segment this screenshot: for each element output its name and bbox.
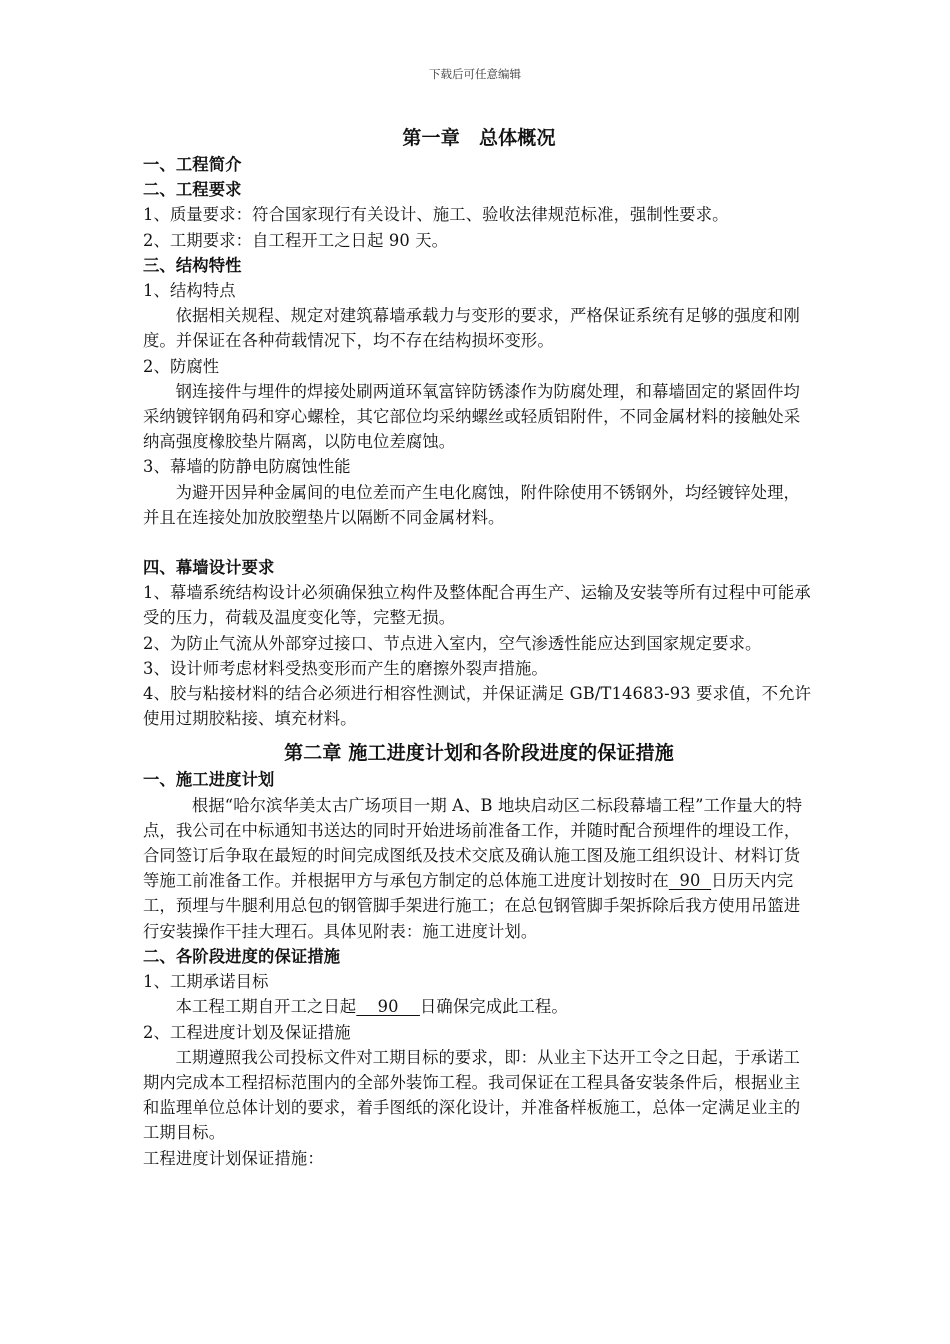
subheading: 1、结构特点 xyxy=(143,281,236,301)
document-body xyxy=(143,124,815,1171)
page-header: 下载后可任意编辑 xyxy=(429,67,521,81)
paragraph: 依据相关规程、规定对建筑幕墙承载力与变形的要求，严格保证系统有足够的强度和刚度。并保证在各种荷载情况下，均不存在结构损坏变形。 xyxy=(143,306,800,351)
paragraph: 1、幕墙系统结构设计必须确保独立构件及整体配合再生产、运输及安装等所有过程中可能承受的压力，荷载及温度变化等，完整无损。 xyxy=(143,583,811,628)
text-run: 日确保完成此工程。 xyxy=(419,997,568,1017)
paragraph: 2、为防止气流从外部穿过接口、节点进入室内，空气渗透性能应达到国家规定要求。 xyxy=(143,633,762,653)
paragraph: 为避开因异种金属间的电位差而产生电化腐蚀，附件除使用不锈钢外，均经镀锌处理，并且在连接处加放胶塑垫片以隔断不同金属材料。 xyxy=(143,482,800,527)
subheading: 3、幕墙的防静电防腐蚀性能 xyxy=(143,457,351,477)
section-heading: 二、工程要求 xyxy=(143,180,242,200)
text-run: 本工程工期自开工之日起 xyxy=(175,997,357,1017)
spacer xyxy=(143,731,815,739)
days-underlined: 90 xyxy=(668,871,712,891)
section-heading: 一、施工进度计划 xyxy=(143,770,275,790)
days-underlined: 90 xyxy=(356,997,420,1017)
paragraph: 工期遵照我公司投标文件对工期目标的要求，即：从业主下达开工令之日起，于承诺工期内完成本工程招标范围内的全部外装饰工程。我司保证在工程具备安装条件后，根据业主和监理单位总体计划的要求，着手图纸的深化设计，并准备样板施工，总体一定满足业主的工期目标。 xyxy=(143,1047,801,1143)
chapter-2-title: 第二章 施工进度计划和各阶段进度的保证措施 xyxy=(284,742,674,765)
paragraph: 4、胶与粘接材料的结合必须进行相容性测试，并保证满足 GB/T14683-93 要求值，不允许使用过期胶粘接、填充材料。 xyxy=(143,684,812,729)
paragraph xyxy=(143,994,815,1019)
paragraph: 钢连接件与埋件的焊接处刷两道环氧富锌防锈漆作为防腐处理，和幕墙固定的紧固件均采纳镀锌钢角码和穿心螺栓，其它部位均采纳螺丝或轻质铝附件，不同金属材料的接触处采纳高强度橡胶垫片隔离，以防电位差腐蚀。 xyxy=(143,381,801,452)
spacer xyxy=(143,530,815,555)
section-heading: 三、结构特性 xyxy=(143,255,242,275)
paragraph: 2、工期要求：自工程开工之日起 90 天。 xyxy=(143,230,449,250)
section-heading: 一、工程简介 xyxy=(143,155,242,174)
subheading: 2、防腐性 xyxy=(143,356,220,376)
subheading: 2、工程进度计划及保证措施 xyxy=(143,1022,351,1042)
section-heading: 二、各阶段进度的保证措施 xyxy=(143,946,341,966)
paragraph: 1、质量要求：符合国家现行有关设计、施工、验收法律规范标准，强制性要求。 xyxy=(143,205,729,225)
paragraph: 工程进度计划保证措施： xyxy=(143,1148,324,1168)
paragraph xyxy=(143,793,815,944)
text-run: 日历天内完工，预埋与牛腿利用总包的钢管脚手架进行施工；在总包钢管脚手架拆除后我方使用吊篮进行安装操作干挂大理石。具体见附表：施工进度计划。 xyxy=(143,871,801,941)
paragraph: 3、设计师考虑材料受热变形而产生的磨擦外裂声措施。 xyxy=(143,658,548,678)
text-run: 根据“哈尔滨华美太古广场项目一期 A、B 地块启动区二标段幕墙工程”工作量大的特点，我公司在中标通知书送达的同时开始进场前准备工作，并随时配合预埋件的埋设工作，合同签订后争取在最短的时间完成图纸及技术交底及确认施工图及施工组织设计、材料订货等施工前准备工作。并根据甲方与承包方制定的总体施工进度计划按时在 xyxy=(143,795,803,891)
subheading: 1、工期承诺目标 xyxy=(143,972,269,992)
section-heading: 四、幕墙设计要求 xyxy=(143,558,275,578)
chapter-1-title: 第一章 总体概况 xyxy=(402,127,556,149)
